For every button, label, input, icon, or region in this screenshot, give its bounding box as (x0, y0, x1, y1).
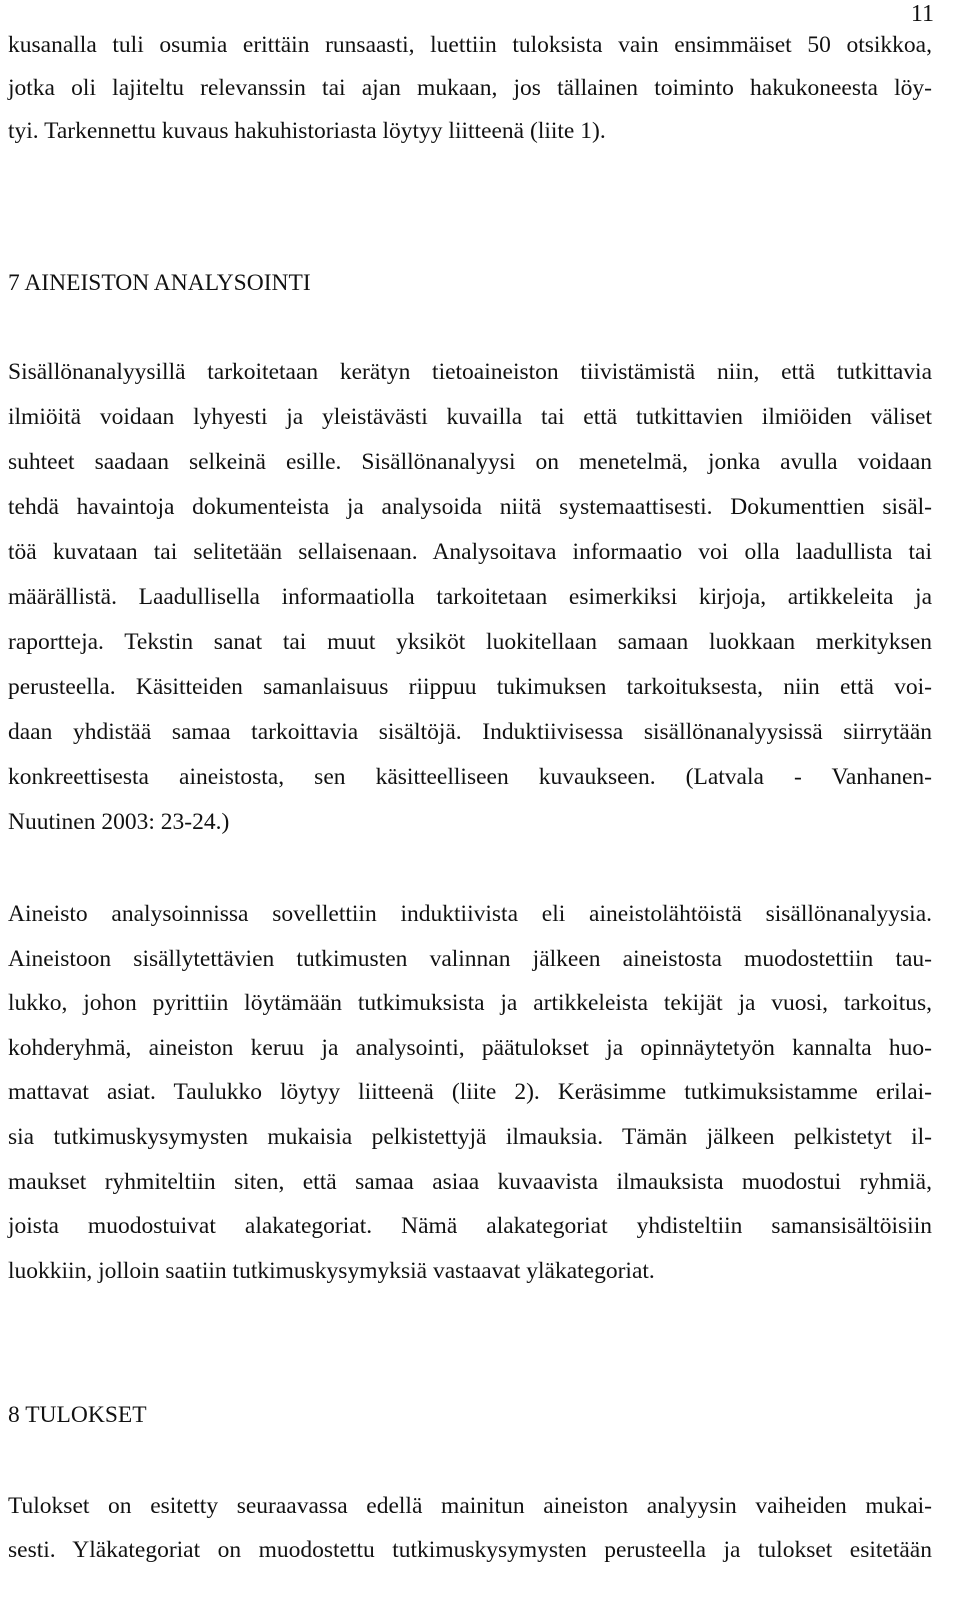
text-line: töä kuvataan tai selitetään sellaisenaan. Analysoitava informaatio voi olla laadullista tai (8, 539, 932, 565)
page-number: 11 (910, 1, 934, 27)
text-line: daan yhdistää samaa tarkoittavia sisältöjä. Induktiivisessa sisällönanalyysissä siirrytään (8, 719, 932, 745)
text-line: suhteet saadaan selkeinä esille. Sisällönanalyysi on menetelmä, jonka avulla voidaan (8, 449, 932, 475)
text-line: maukset ryhmiteltiin siten, että samaa asiaa kuvaavista ilmauksista muodostui ryhmiä, (8, 1168, 932, 1195)
text-line: joista muodostuivat alakategoriat. Nämä alakategoriat yhdisteltiin samansisältöisiin (8, 1213, 932, 1240)
text-line: määrällistä. Laadullisella informaatiolla tarkoitetaan esimerkiksi kirjoja, artikkeleita ja (8, 584, 932, 610)
text-line: sesti. Yläkategoriat on muodostettu tutkimuskysymysten perusteella ja tulokset esitetään (8, 1537, 932, 1563)
text-line: kohderyhmä, aineiston keruu ja analysointi, päätulokset ja opinnäytetyön kannalta huo- (8, 1034, 932, 1061)
section7-paragraph-2 (8, 892, 932, 1293)
text-line: Aineistoon sisällytettävien tutkimusten valinnan jälkeen aineistosta muodostettiin tau- (8, 945, 932, 972)
text-line: Nuutinen 2003: 23-24.) (8, 809, 230, 835)
text-line: mattavat asiat. Taulukko löytyy liitteenä (liite 2). Keräsimme tutkimuksistamme erilai- (8, 1079, 932, 1106)
section-heading-8: 8 TULOKSET (8, 1402, 147, 1428)
text-line: jotka oli lajiteltu relevanssin tai ajan mukaan, jos tällainen toiminto hakukoneesta löy- (8, 75, 932, 101)
text-line: ilmiöitä voidaan lyhyesti ja yleistävästi kuvailla tai että tutkittavien ilmiöiden väliset (8, 404, 932, 430)
text-line: raportteja. Tekstin sanat tai muut yksiköt luokitellaan samaan luokkaan merkityksen (8, 629, 932, 655)
section-heading-7: 7 AINEISTON ANALYSOINTI (8, 270, 311, 296)
text-line: sia tutkimuskysymysten mukaisia pelkistettyjä ilmauksia. Tämän jälkeen pelkistetyt il- (8, 1123, 932, 1150)
text-line: Aineisto analysoinnissa sovellettiin induktiivista eli aineistolähtöistä sisällönanalyysia. (8, 901, 932, 927)
section8-paragraph-1 (8, 1484, 932, 1572)
text-line: konkreettisesta aineistosta, sen käsitteelliseen kuvaukseen. (Latvala - Vanhanen- (8, 764, 932, 790)
text-line: tyi. Tarkennettu kuvaus hakuhistoriasta löytyy liitteenä (liite 1). (8, 118, 606, 144)
text-line: luokkiin, jolloin saatiin tutkimuskysymyksiä vastaavat yläkategoriat. (8, 1257, 655, 1284)
intro-paragraph (8, 24, 932, 153)
text-line: perusteella. Käsitteiden samanlaisuus riippuu tukimuksen tarkoituksesta, niin että voi- (8, 674, 932, 700)
text-line: Sisällönanalyysillä tarkoitetaan kerätyn tietoaineiston tiivistämistä niin, että tutkittavia (8, 359, 932, 385)
text-line: lukko, johon pyrittiin löytämään tutkimuksista ja artikkeleista tekijät ja vuosi, tarkoitus, (8, 990, 932, 1017)
text-line: tehdä havaintoja dokumenteista ja analysoida niitä systemaattisesti. Dokumenttien sisäl- (8, 494, 932, 520)
section7-paragraph-1 (8, 350, 932, 845)
text-line: kusanalla tuli osumia erittäin runsaasti, luettiin tuloksista vain ensimmäiset 50 otsikkoa, (8, 32, 932, 58)
text-line: Tulokset on esitetty seuraavassa edellä mainitun aineiston analyysin vaiheiden mukai- (8, 1493, 932, 1519)
